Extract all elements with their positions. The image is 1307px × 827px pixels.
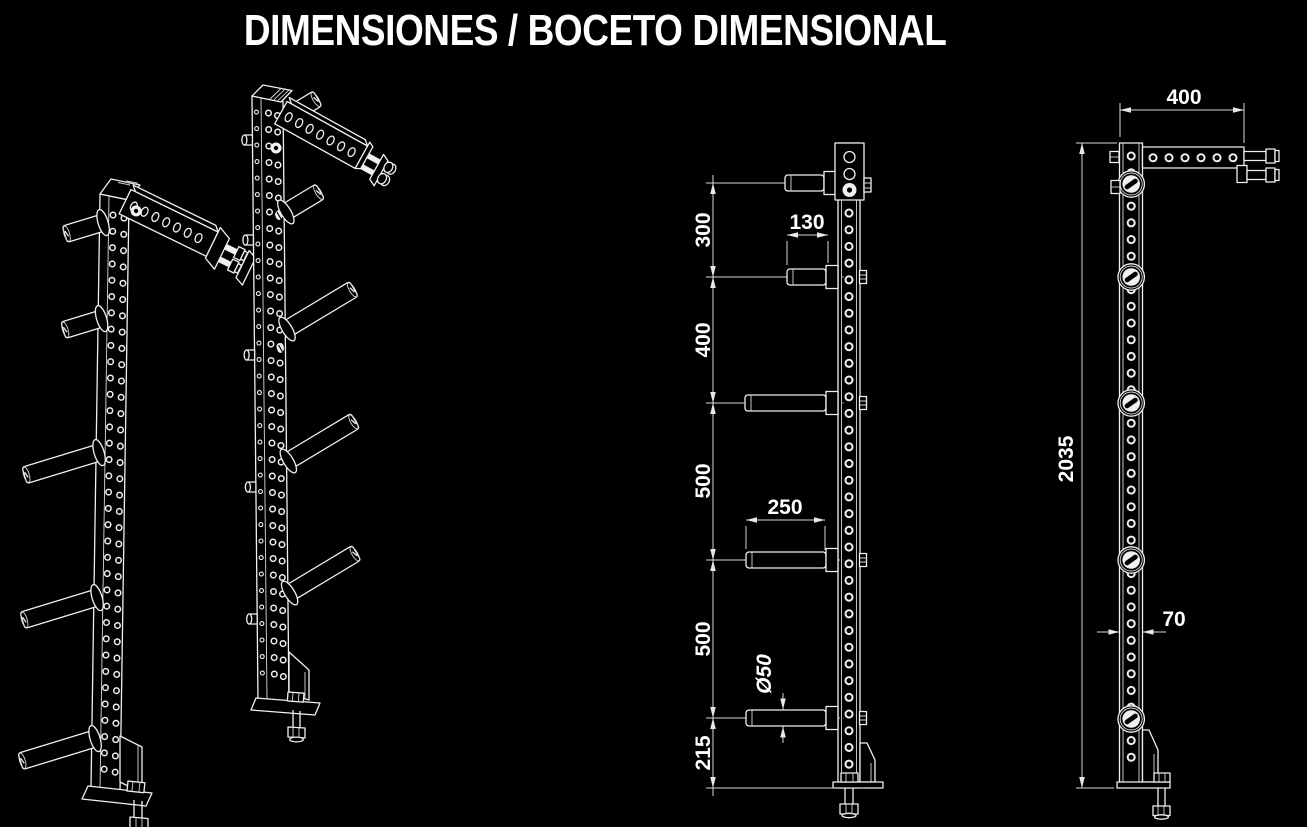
dim-diameter-50: Ø50 xyxy=(753,654,776,694)
isometric-view-left xyxy=(16,179,261,827)
dim-130: 130 xyxy=(789,211,825,234)
front-left-bolts xyxy=(1110,152,1120,194)
isometric-view-right xyxy=(242,85,401,742)
iso-b-peg-3 xyxy=(276,277,362,343)
dim-500-upper: 500 xyxy=(692,463,715,499)
front-elevation-drawing xyxy=(1055,86,1279,819)
front-dimensions xyxy=(1055,86,1244,788)
dim-500-lower: 500 xyxy=(692,621,715,657)
iso-a-peg-4 xyxy=(18,583,106,633)
dim-arm-400: 400 xyxy=(1166,86,1202,109)
iso-a-peg-3 xyxy=(20,438,108,488)
dim-215: 215 xyxy=(692,735,715,771)
side-elevation-drawing xyxy=(692,143,883,818)
iso-a-top-arm xyxy=(115,185,261,285)
iso-b-peg-5 xyxy=(278,541,364,607)
side-peg-3 xyxy=(735,392,844,415)
dim-height-2035: 2035 xyxy=(1055,435,1078,483)
dim-300: 300 xyxy=(692,212,715,248)
side-top-bracket xyxy=(835,143,871,200)
side-peg-5 xyxy=(736,707,844,730)
iso-b-top-arm xyxy=(272,98,402,192)
iso-b-peg-4 xyxy=(277,409,363,475)
page-title-text: DIMENSIONES / BOCETO DIMENSIONAL xyxy=(243,6,947,55)
side-peg-4 xyxy=(736,549,844,572)
dim-250: 250 xyxy=(767,496,803,519)
dim-post-70: 70 xyxy=(1162,608,1186,631)
side-peg-2 xyxy=(777,266,844,289)
iso-a-peg-5 xyxy=(16,724,104,774)
iso-a-post xyxy=(91,179,140,794)
dim-400: 400 xyxy=(692,322,715,358)
